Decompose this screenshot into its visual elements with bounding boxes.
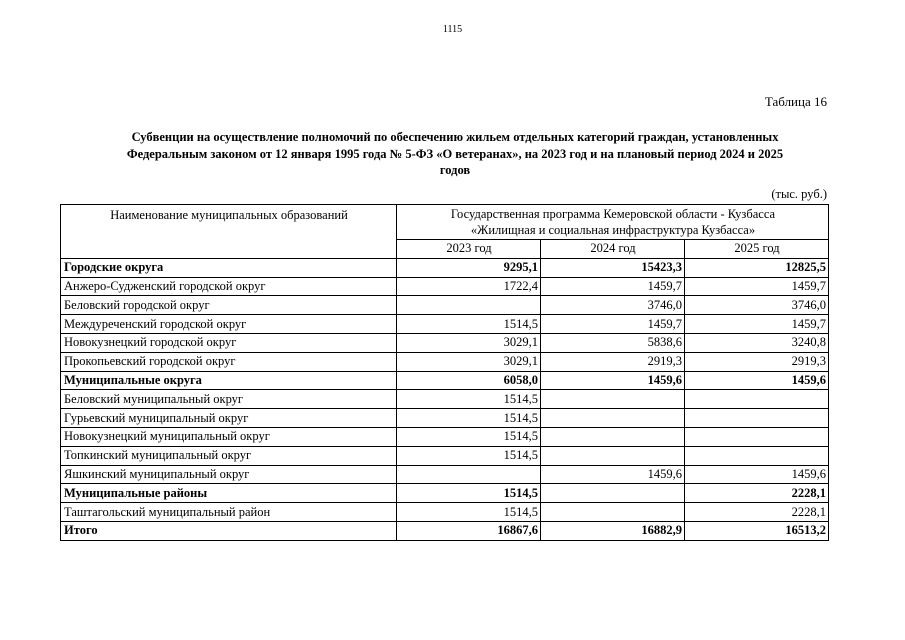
table-row	[61, 352, 829, 371]
subventions-table	[60, 204, 829, 541]
value-2024-cell: 1459,7	[541, 277, 685, 296]
value-2025-cell	[685, 446, 829, 465]
table-label: Таблица 16	[764, 94, 827, 109]
value-2023-cell: 1514,5	[397, 427, 541, 446]
value-2024-cell: 15423,3	[541, 258, 685, 277]
header-municipality-name: Наименование муниципальных образований	[61, 205, 397, 259]
municipality-name-cell: Новокузнецкий муниципальный округ	[61, 427, 397, 446]
table-row	[61, 371, 829, 390]
value-2023-cell: 3029,1	[397, 352, 541, 371]
value-2023-cell: 1514,5	[397, 315, 541, 334]
table-body	[61, 258, 829, 540]
value-2024-cell: 3746,0	[541, 296, 685, 315]
value-2025-cell: 1459,7	[685, 315, 829, 334]
value-2025-cell: 1459,6	[685, 371, 829, 390]
header-year-2023: 2023 год	[397, 240, 541, 259]
value-2024-cell: 1459,7	[541, 315, 685, 334]
table-row	[61, 484, 829, 503]
value-2025-cell: 3746,0	[685, 296, 829, 315]
value-2023-cell	[397, 465, 541, 484]
table-row	[61, 427, 829, 446]
value-2023-cell: 16867,6	[397, 521, 541, 540]
header-year-2025: 2025 год	[685, 240, 829, 259]
value-2024-cell	[541, 409, 685, 428]
table-row	[61, 296, 829, 315]
units-label: (тыс. руб.)	[771, 187, 827, 201]
value-2025-cell: 16513,2	[685, 521, 829, 540]
title-line-1: Субвенции на осуществление полномочий по обеспечению жильем отдельных категорий граждан, установленных	[131, 130, 779, 144]
municipality-name-cell: Муниципальные округа	[61, 371, 397, 390]
page-number: 1115	[442, 24, 463, 35]
value-2025-cell: 2919,3	[685, 352, 829, 371]
value-2023-cell: 1514,5	[397, 484, 541, 503]
value-2023-cell: 1514,5	[397, 390, 541, 409]
value-2025-cell	[685, 427, 829, 446]
municipality-name-cell: Муниципальные районы	[61, 484, 397, 503]
municipality-name-cell: Итого	[61, 521, 397, 540]
title-line-3: годов	[439, 163, 471, 177]
municipality-name-cell: Беловский городской округ	[61, 296, 397, 315]
value-2024-cell: 2919,3	[541, 352, 685, 371]
value-2025-cell	[685, 409, 829, 428]
table-row	[61, 277, 829, 296]
municipality-name-cell: Новокузнецкий городской округ	[61, 333, 397, 352]
title-line-2: Федеральным законом от 12 января 1995 года № 5-ФЗ «О ветеранах», на 2023 год и на плановый период 2024 и 2025	[126, 146, 784, 161]
table-row	[61, 409, 829, 428]
value-2025-cell: 2228,1	[685, 484, 829, 503]
municipality-name-cell: Гурьевский муниципальный округ	[61, 409, 397, 428]
value-2025-cell: 1459,6	[685, 465, 829, 484]
value-2024-cell: 5838,6	[541, 333, 685, 352]
header-program-line-1: Государственная программа Кемеровской области - Кузбасса	[450, 207, 776, 221]
value-2023-cell: 1514,5	[397, 446, 541, 465]
value-2023-cell: 1514,5	[397, 503, 541, 522]
value-2023-cell	[397, 296, 541, 315]
value-2024-cell	[541, 446, 685, 465]
header-program	[397, 205, 829, 240]
table-row	[61, 390, 829, 409]
value-2025-cell: 12825,5	[685, 258, 829, 277]
value-2024-cell	[541, 427, 685, 446]
table-header-row	[61, 205, 829, 240]
document-title	[70, 129, 840, 179]
municipality-name-cell: Таштагольский муниципальный район	[61, 503, 397, 522]
value-2023-cell: 1514,5	[397, 409, 541, 428]
value-2024-cell: 1459,6	[541, 465, 685, 484]
table-row	[61, 503, 829, 522]
municipality-name-cell: Яшкинский муниципальный округ	[61, 465, 397, 484]
table-row	[61, 521, 829, 540]
value-2024-cell	[541, 484, 685, 503]
value-2024-cell	[541, 503, 685, 522]
value-2023-cell: 9295,1	[397, 258, 541, 277]
value-2025-cell	[685, 390, 829, 409]
municipality-name-cell: Беловский муниципальный округ	[61, 390, 397, 409]
table-row	[61, 258, 829, 277]
header-program-line-2: «Жилищная и социальная инфраструктура Кузбасса»	[470, 223, 756, 237]
value-2024-cell	[541, 390, 685, 409]
table-row	[61, 446, 829, 465]
municipality-name-cell: Топкинский муниципальный округ	[61, 446, 397, 465]
value-2023-cell: 6058,0	[397, 371, 541, 390]
municipality-name-cell: Междуреченский городской округ	[61, 315, 397, 334]
municipality-name-cell: Прокопьевский городской округ	[61, 352, 397, 371]
table-row	[61, 465, 829, 484]
value-2025-cell: 1459,7	[685, 277, 829, 296]
value-2023-cell: 3029,1	[397, 333, 541, 352]
table-row	[61, 315, 829, 334]
value-2024-cell: 16882,9	[541, 521, 685, 540]
value-2024-cell: 1459,6	[541, 371, 685, 390]
value-2023-cell: 1722,4	[397, 277, 541, 296]
table-row	[61, 333, 829, 352]
municipality-name-cell: Анжеро-Судженский городской округ	[61, 277, 397, 296]
value-2025-cell: 2228,1	[685, 503, 829, 522]
value-2025-cell: 3240,8	[685, 333, 829, 352]
municipality-name-cell: Городские округа	[61, 258, 397, 277]
header-year-2024: 2024 год	[541, 240, 685, 259]
